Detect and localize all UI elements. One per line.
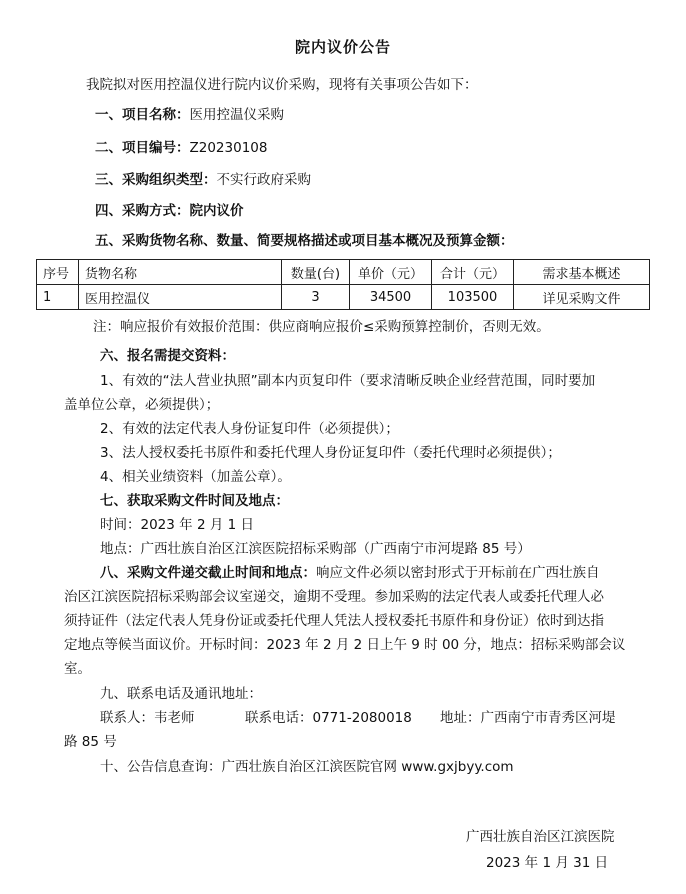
section-10-query: 十、公告信息查询：广西壮族自治区江滨医院官网 www.gxjbyy.com xyxy=(100,759,514,775)
section-7-heading: 七、获取采购文件时间及地点： xyxy=(100,493,289,509)
section-8-line-5: 室。 xyxy=(64,661,91,677)
section-9-heading: 九、联系电话及通讯地址： xyxy=(100,686,262,702)
section-8-line-3: 须持证件（法定代表人凭身份证或委托代理人凭法人授权委托书原件和身份证）依时到达指 xyxy=(64,613,604,629)
table-cell: 1 xyxy=(37,285,79,310)
table-header-cell: 货物名称 xyxy=(79,260,282,285)
section-6-item-3: 3、法人授权委托书原件和委托代理人身份证复印件（委托代理时必须提供）； xyxy=(100,445,561,461)
intro-paragraph: 我院拟对医用控温仪进行院内议价采购，现将有关事项公告如下： xyxy=(86,77,478,93)
table-header-cell: 数量(台) xyxy=(282,260,350,285)
section-8-line-2: 治区江滨医院招标采购部会议室递交，逾期不受理。参加采购的法定代表人或委托代理人必 xyxy=(64,589,604,605)
signature-organization: 广西壮族自治区江滨医院 xyxy=(466,829,615,845)
contact-phone: 联系电话：0771-2080018 xyxy=(245,710,412,726)
item-project-name-value: 医用控温仪采购 xyxy=(189,107,284,123)
item-project-name-label: 一、项目名称： xyxy=(95,107,190,123)
item-procurement-type-value: 不实行政府采购 xyxy=(216,172,311,188)
table-cell: 34500 xyxy=(350,285,432,310)
item-procurement-method-value: 院内议价 xyxy=(189,203,244,219)
price-note: 注：响应报价有效报价范围：供应商响应报价≤采购预算控制价，否则无效。 xyxy=(93,319,550,335)
table-cell: 医用控温仪 xyxy=(79,285,282,310)
document-title: 院内议价公告 xyxy=(294,38,391,56)
table-header-cell: 序号 xyxy=(37,260,79,285)
contact-person: 联系人：韦老师 xyxy=(100,710,195,726)
table-header-cell: 需求基本概述 xyxy=(514,260,650,285)
table-header-cell: 合计（元） xyxy=(432,260,514,285)
table-cell: 103500 xyxy=(432,285,514,310)
section-6-item-4: 4、相关业绩资料（加盖公章）。 xyxy=(100,469,291,485)
table-row xyxy=(37,285,650,310)
contact-address-cont: 路 85 号 xyxy=(64,734,117,750)
section-8-line-1 xyxy=(100,562,600,584)
section-7-place: 地点：广西壮族自治区江滨医院招标采购部（广西南宁市河堤路 85 号） xyxy=(100,541,531,557)
item-procurement-type xyxy=(95,169,311,191)
section-8-line-4: 定地点等候当面议价。开标时间：2023 年 2 月 2 日上午 9 时 00 分，地点：招标采购部会议 xyxy=(64,637,626,653)
section-6-heading: 六、报名需提交资料： xyxy=(100,348,235,364)
table-cell: 3 xyxy=(282,285,350,310)
section-6-item-1: 1、有效的“法人营业执照”副本内页复印件（要求清晰反映企业经营范围，同时要加 xyxy=(100,373,596,389)
table-header-cell: 单价（元） xyxy=(350,260,432,285)
signature-date: 2023 年 1 月 31 日 xyxy=(486,855,609,871)
section-6-item-2: 2、有效的法定代表人身份证复印件（必须提供）； xyxy=(100,421,399,437)
section-8-heading: 八、采购文件递交截止时间和地点： xyxy=(100,565,316,581)
item-procurement-method-label: 四、采购方式： xyxy=(95,203,190,219)
item-project-number xyxy=(95,137,267,159)
table-header-row xyxy=(37,260,650,285)
item-project-name xyxy=(95,104,284,126)
section-8-text: 响应文件必须以密封形式于开标前在广西壮族自 xyxy=(316,565,600,581)
item-goods-heading: 五、采购货物名称、数量、简要规格描述或项目基本概况及预算金额： xyxy=(95,233,514,249)
item-procurement-method xyxy=(95,200,244,222)
section-6-item-1-cont: 盖单位公章，必须提供）； xyxy=(64,397,220,413)
goods-table xyxy=(36,259,650,310)
table-cell: 详见采购文件 xyxy=(514,285,650,310)
item-project-number-label: 二、项目编号： xyxy=(95,140,190,156)
section-7-time: 时间：2023 年 2 月 1 日 xyxy=(100,517,254,533)
item-project-number-value: Z20230108 xyxy=(189,140,268,156)
item-procurement-type-label: 三、采购组织类型： xyxy=(95,172,217,188)
contact-address: 地址：广西南宁市青秀区河堤 xyxy=(440,710,616,726)
